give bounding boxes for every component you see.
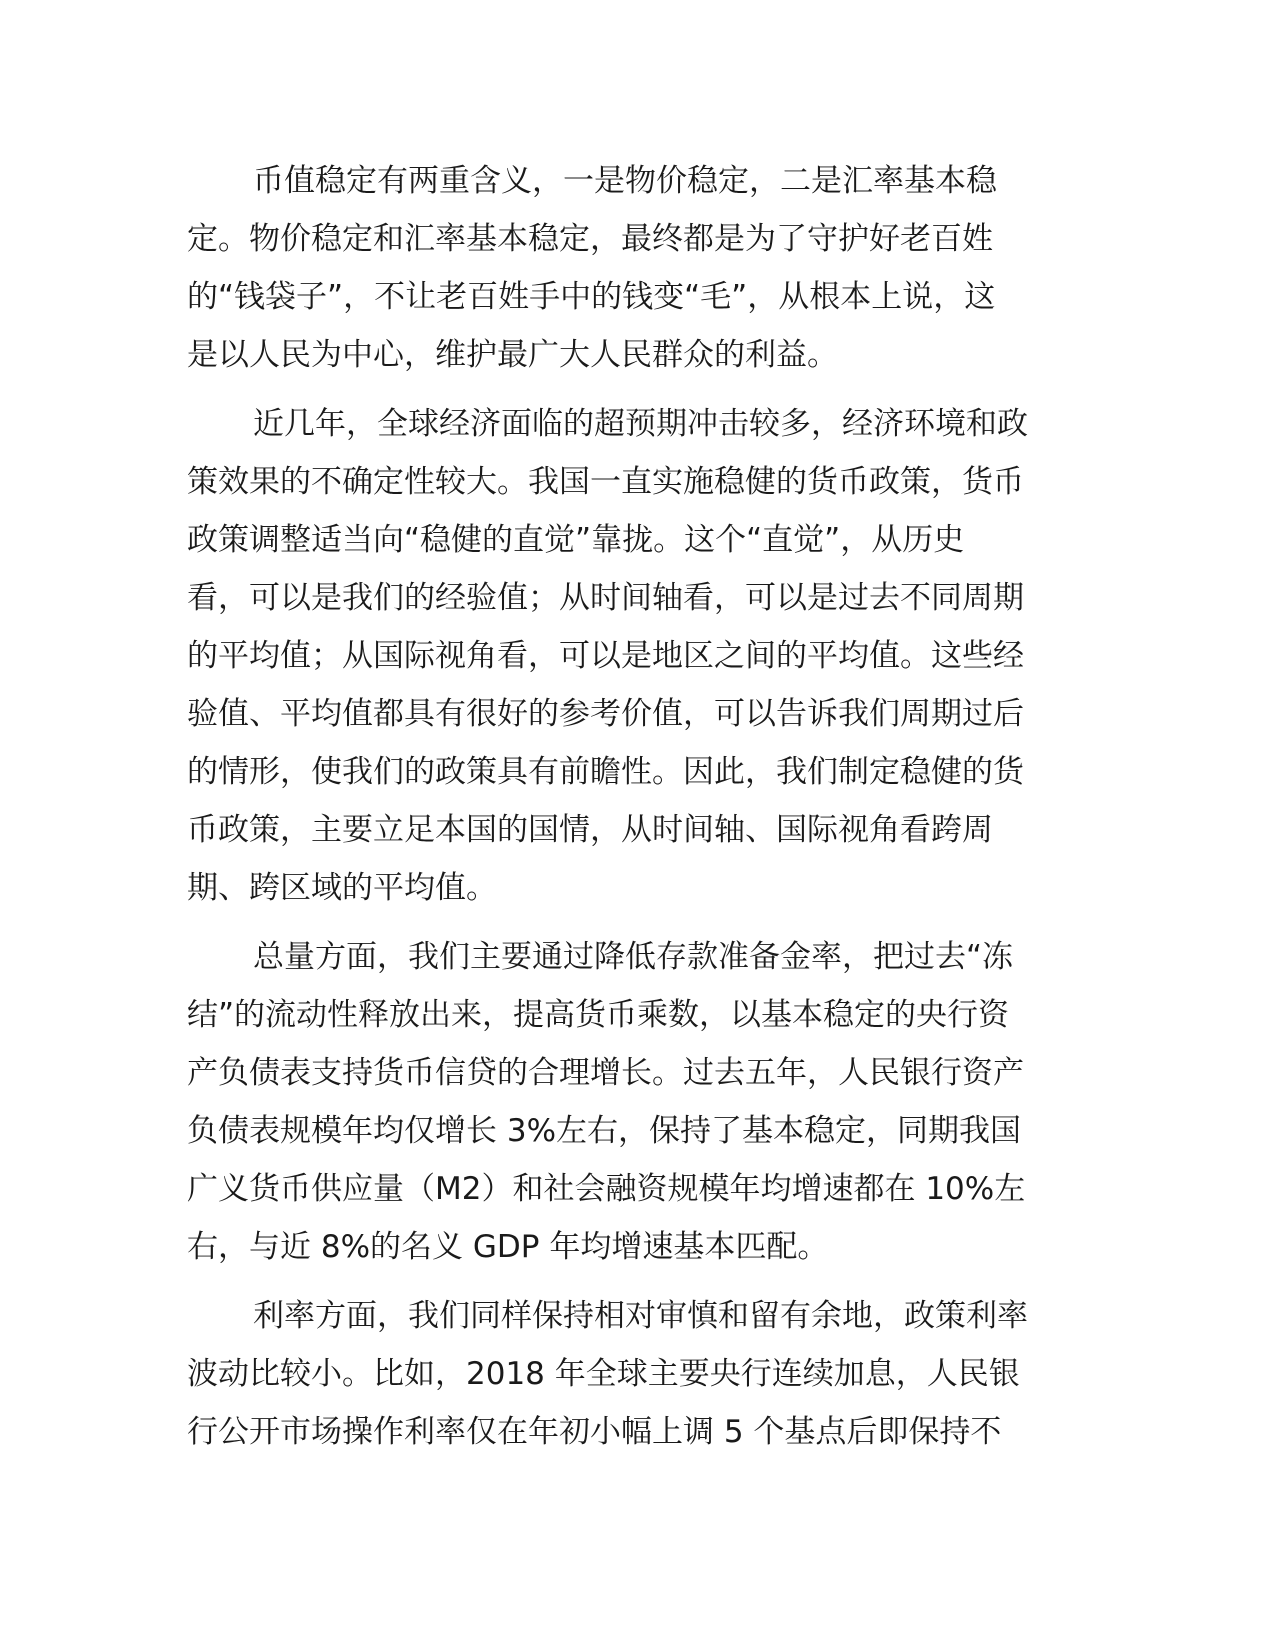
text-line: 验值、平均值都具有很好的参考价值，可以告诉我们周期过后	[187, 696, 1024, 732]
text-line: 总量方面，我们主要通过降低存款准备金率，把过去“冻	[253, 939, 1014, 975]
text-line: 的“钱袋子”，不让老百姓手中的钱变“毛”，从根本上说，这	[187, 279, 996, 315]
text-line: 的平均值；从国际视角看，可以是地区之间的平均值。这些经	[187, 638, 1024, 674]
text-line: 近几年，全球经济面临的超预期冲击较多，经济环境和政	[253, 406, 1028, 442]
text-line: 产负债表支持货币信贷的合理增长。过去五年，人民银行资产	[187, 1055, 1024, 1091]
text-line: 广义货币供应量（M2）和社会融资规模年均增速都在 10%左	[187, 1171, 1026, 1207]
text-line: 看，可以是我们的经验值；从时间轴看，可以是过去不同周期	[187, 580, 1024, 616]
paragraph-1	[187, 152, 1093, 384]
text-line: 负债表规模年均仅增长 3%左右，保持了基本稳定，同期我国	[187, 1113, 1022, 1149]
text-line: 右，与近 8%的名义 GDP 年均增速基本匹配。	[187, 1229, 829, 1265]
text-line: 定。物价稳定和汇率基本稳定，最终都是为了守护好老百姓	[187, 221, 993, 257]
text-line: 币值稳定有两重含义，一是物价稳定，二是汇率基本稳	[253, 163, 997, 199]
text-line: 利率方面，我们同样保持相对审慎和留有余地，政策利率	[253, 1298, 1028, 1334]
paragraph-4	[187, 1287, 1093, 1461]
body-text	[187, 152, 1093, 1461]
paragraph-3	[187, 928, 1093, 1276]
text-line: 是以人民为中心，维护最广大人民群众的利益。	[187, 337, 838, 373]
text-line: 的情形，使我们的政策具有前瞻性。因此，我们制定稳健的货	[187, 754, 1024, 790]
text-line: 政策调整适当向“稳健的直觉”靠拢。这个“直觉”，从历史	[187, 522, 965, 558]
text-line: 行公开市场操作利率仅在年初小幅上调 5 个基点后即保持不	[187, 1414, 1002, 1450]
text-line: 波动比较小。比如，2018 年全球主要央行连续加息，人民银	[187, 1356, 1020, 1392]
text-line: 币政策，主要立足本国的国情，从时间轴、国际视角看跨周	[187, 812, 993, 848]
paragraph-2	[187, 395, 1093, 917]
text-line: 策效果的不确定性较大。我国一直实施稳健的货币政策，货币	[187, 464, 1024, 500]
text-line: 结”的流动性释放出来，提高货币乘数，以基本稳定的央行资	[187, 997, 1010, 1033]
text-line: 期、跨区域的平均值。	[187, 870, 497, 906]
